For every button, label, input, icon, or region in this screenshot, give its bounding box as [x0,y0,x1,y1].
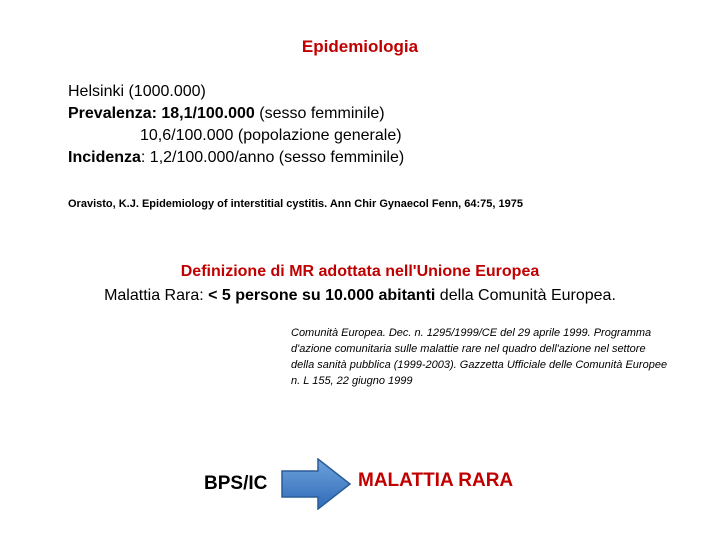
right-arrow-icon [280,458,352,510]
definition-title: Definizione di MR adottata nell'Unione Europea [180,263,540,280]
definition-text [0,287,720,305]
incidence-rest: : 1,2/100.000/anno (sesso femminile) [140,149,405,166]
malattia-rara-label: MALATTIA RARA [358,470,514,491]
definition-threshold: < 5 persone su 10.000 abitanti [208,287,436,304]
prevalence-label: Prevalenza: 18,1/100.000 [68,105,255,122]
incidence-label: Incidenza [68,149,141,166]
reference-oravisto: Oravisto, K.J. Epidemiology of interstitial cystitis. Ann Chir Gynaecol Fenn, 64:75, 1975 [68,198,523,210]
bps-ic-label: BPS/IC [204,473,268,494]
epi-helsinki: Helsinki (1000.000) [68,83,206,100]
page-title: Epidemiologia [301,37,419,56]
epi-prevalence [68,104,385,124]
reference-ec-decision: Comunità Europea. Dec. n. 1295/1999/CE del 29 aprile 1999. Programma d'azione comunitaria sulle malattie rare nel quadro dell'azione nel settore della sanità pubblica (1999-2003). Gazzetta Ufficiale delle Comunità Europee n. L 155, 22 giugno 1999 [291,327,668,387]
definition-part1: Malattia Rara: [104,287,209,304]
prevalence-rest: (sesso femminile) [254,105,385,122]
epi-incidence [68,148,404,168]
epi-prevalence-general: 10,6/100.000 (popolazione generale) [140,127,402,144]
definition-part3: della Comunità Europea. [435,287,616,304]
